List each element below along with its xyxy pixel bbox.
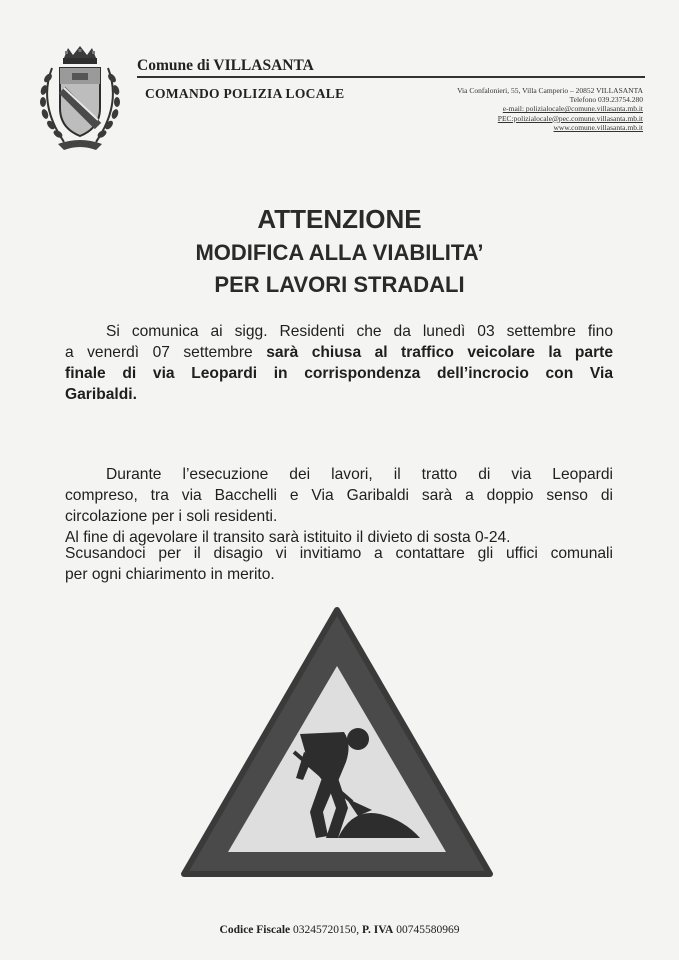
paragraph-apology: [65, 543, 613, 585]
title-line-3: PER LAVORI STRADALI: [214, 272, 465, 297]
paragraph-works: [65, 464, 613, 548]
footer-fiscal-info: [0, 924, 679, 936]
p3-line1: Scusandoci per il disagio vi invitiamo a contattare gli uffici comunali: [65, 545, 613, 562]
header-divider: [137, 76, 645, 78]
contact-block: [457, 86, 643, 132]
contact-email: e-mail: polizialocale@comune.villasanta.mb.it: [502, 104, 643, 114]
p1-line4-bold: Garibaldi.: [65, 386, 137, 403]
p1-line1: Si comunica ai sigg. Residenti che da lunedì 03 settembre fino: [106, 323, 613, 340]
p2-line1: Durante l’esecuzione dei lavori, il tratto di via Leopardi: [106, 466, 613, 483]
contact-address: Via Confalonieri, 55, Villa Camperio – 20852 VILLASANTA: [457, 86, 643, 95]
p2-line4: Al fine di agevolare il transito sarà istituito il divieto di sosta 0-24.: [65, 529, 511, 546]
paragraph-line: [65, 321, 613, 342]
p1-line2-bold: sarà chiusa al traffico veicolare la parte: [266, 344, 614, 361]
contact-phone: Telefono 039.23754.280: [569, 95, 643, 105]
municipal-coat-of-arms-icon: [34, 44, 126, 154]
paragraph-line: [65, 342, 613, 363]
roadworks-warning-sign-icon: [176, 602, 498, 884]
vat-label: P. IVA: [362, 924, 394, 936]
fiscal-code-label: Codice Fiscale: [219, 924, 291, 936]
title-line-2: MODIFICA ALLA VIABILITA’: [195, 240, 484, 265]
organization-name: Comune di VILLASANTA: [137, 57, 314, 74]
fiscal-code-value: 03245720150,: [293, 924, 360, 936]
paragraph-closure: [65, 321, 613, 405]
p1-line3-bold: finale di via Leopardi in corrispondenza dell’incrocio con Via: [65, 365, 613, 382]
paragraph-line: [65, 464, 613, 485]
department-name: COMANDO POLIZIA LOCALE: [145, 86, 345, 101]
p2-line2: compreso, tra via Bacchelli e Via Garibaldi sarà a doppio senso di: [65, 487, 613, 504]
p2-line3: circolazione per i soli residenti.: [65, 508, 278, 525]
title-attention: ATTENZIONE: [257, 204, 422, 234]
p3-line2: per ogni chiarimento in merito.: [65, 566, 275, 583]
vat-value: 00745580969: [396, 924, 460, 936]
contact-website: www.comune.villasanta.mb.it: [553, 122, 643, 132]
contact-pec: PEC:polizialocale@pec.comune.villasanta.mb.it: [497, 113, 643, 123]
p1-line2-normal: a venerdì 07 settembre: [65, 344, 267, 361]
